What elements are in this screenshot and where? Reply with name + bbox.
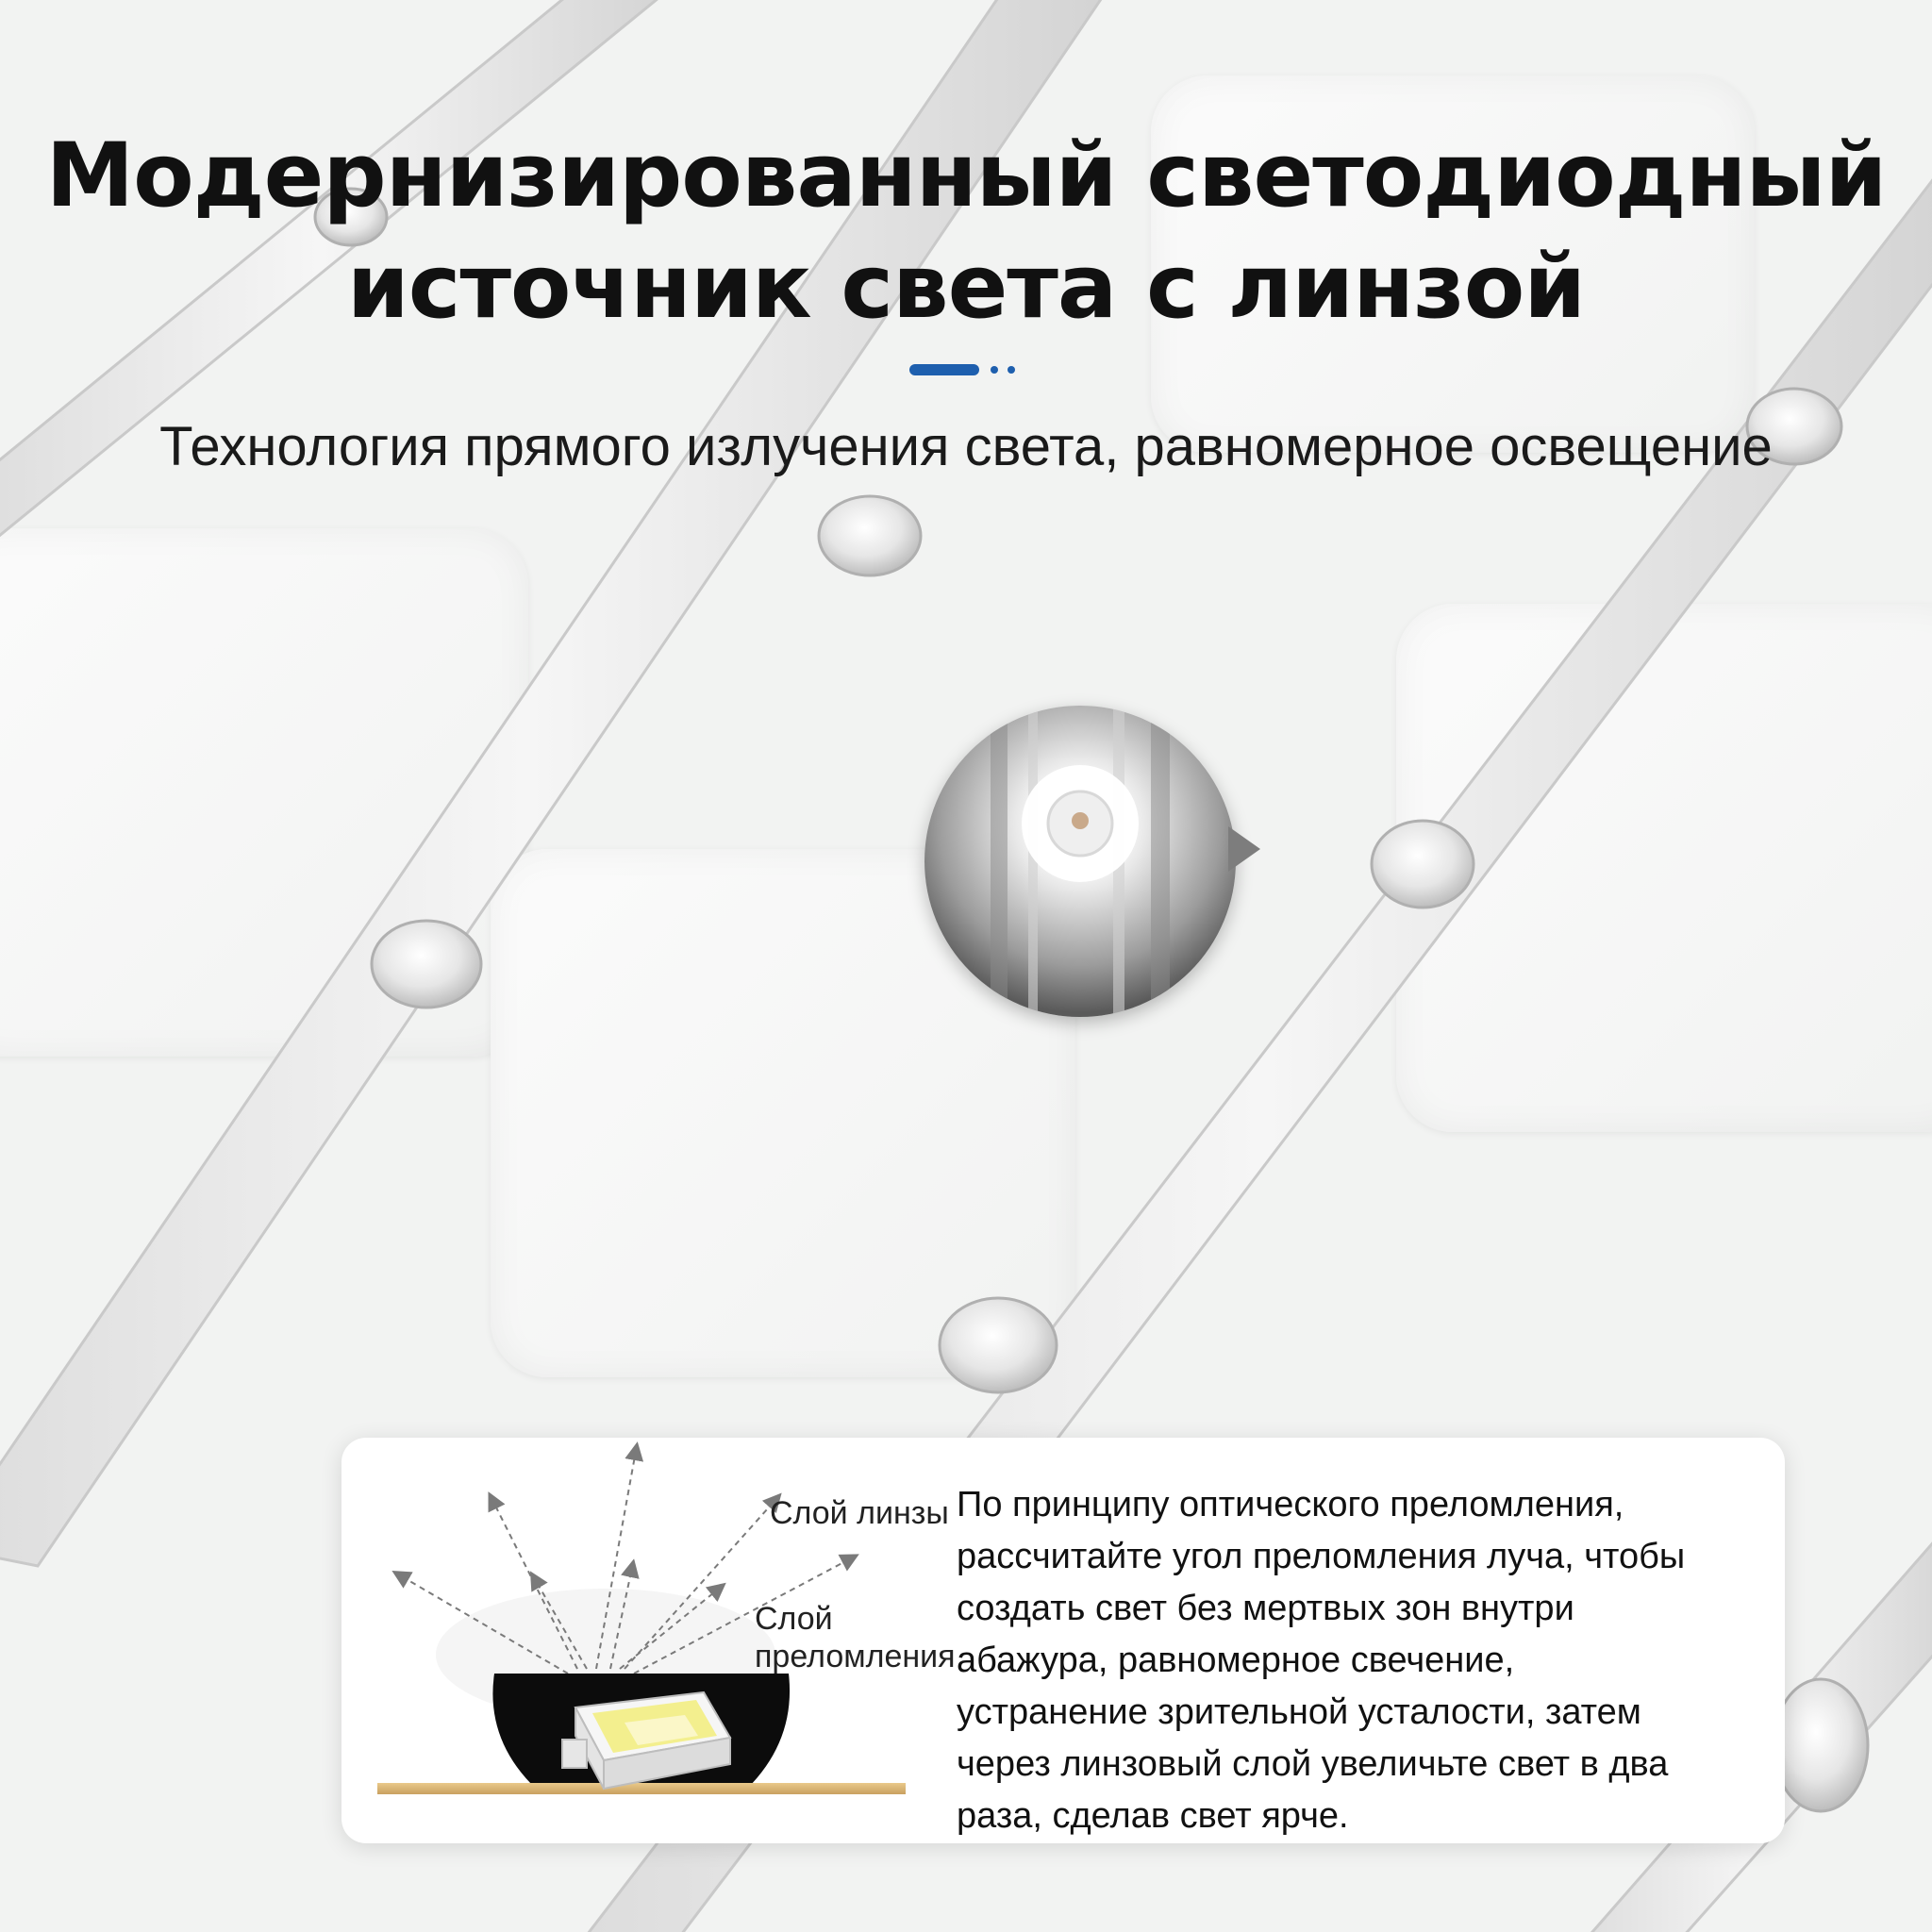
description-line: устранение зрительной усталости, затем	[957, 1692, 1641, 1732]
description-text	[957, 1479, 1768, 1842]
headline-line-2: источник света с линзой	[346, 236, 1586, 339]
description-line: создать свет без мертвых зон внутри	[957, 1589, 1574, 1628]
headline	[0, 121, 1932, 343]
description-line: По принципу оптического преломления,	[957, 1485, 1624, 1524]
info-card	[341, 1438, 1785, 1843]
base-board	[377, 1783, 906, 1794]
accent-bar	[909, 364, 979, 375]
description-line: абажура, равномерное свечение,	[957, 1641, 1515, 1680]
led-closeup-image	[924, 706, 1236, 1017]
description-line: через линзовый слой увеличьте свет в два	[957, 1744, 1669, 1784]
refraction-layer-label-line-2: преломления	[755, 1639, 956, 1674]
description-line: раза, сделав свет ярче.	[957, 1796, 1349, 1836]
refraction-layer-label	[755, 1600, 956, 1675]
headline-line-1: Модернизированный светодиодный	[45, 125, 1887, 227]
subheadline: Технология прямого излучения света, равномерное освещение	[159, 416, 1773, 477]
lens-layer-label: Слой линзы	[770, 1495, 949, 1531]
accent-dot	[1008, 366, 1015, 374]
magnifier-pointer	[1228, 826, 1260, 872]
refraction-layer-label-line-1: Слой	[755, 1601, 833, 1637]
led-closeup-magnifier	[924, 706, 1236, 1017]
accent-dot	[991, 366, 998, 374]
description-line: рассчитайте угол преломления луча, чтобы	[957, 1537, 1686, 1576]
